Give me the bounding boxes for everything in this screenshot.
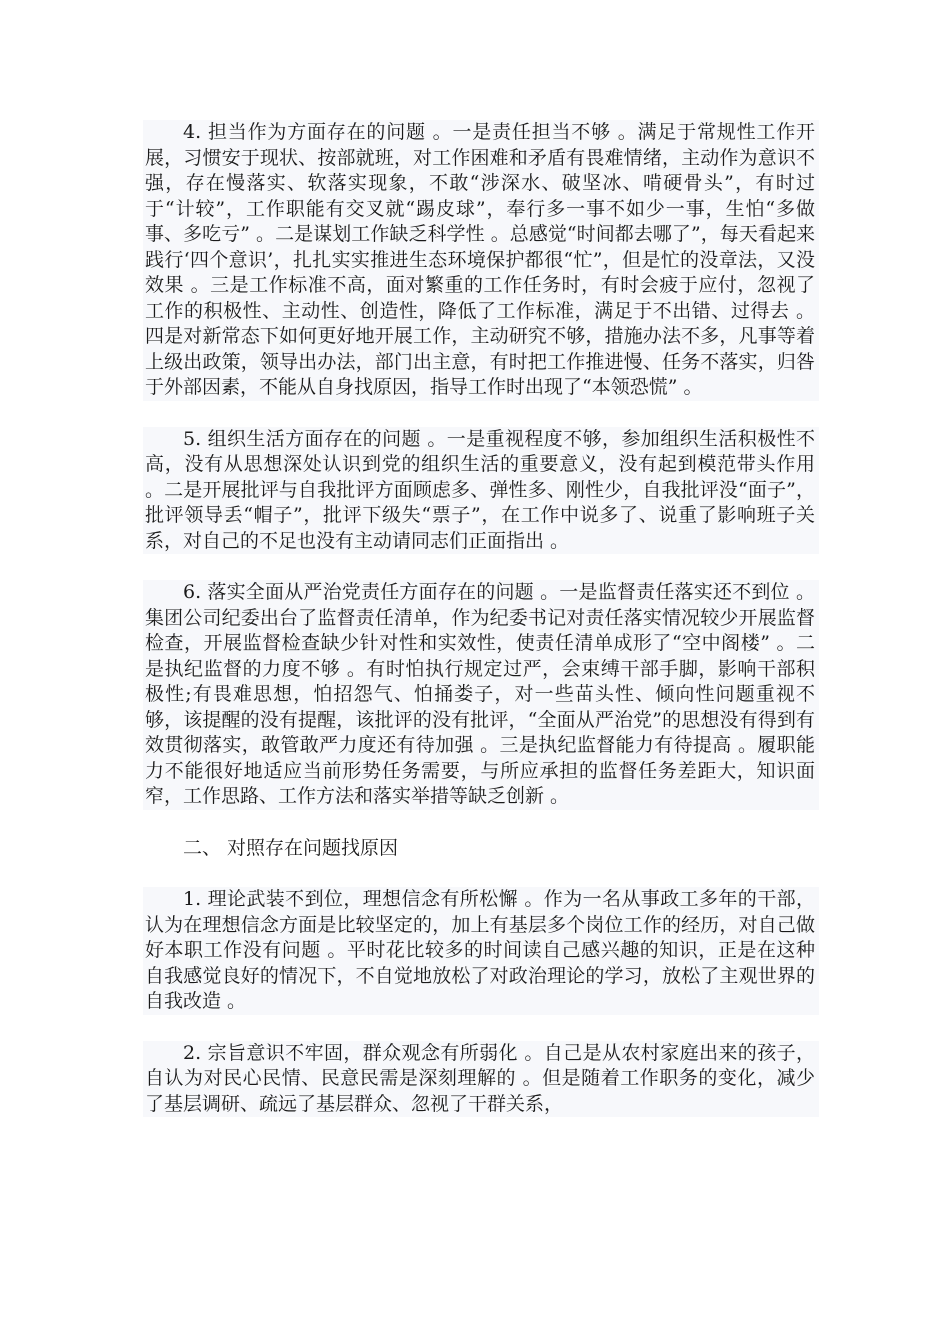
paragraph-organization-life: 5. 组织生活方面存在的问题 。一是重视程度不够，参加组织生活积极性不高，没有从思想深处认识到党的组织生活的重要意义，没有起到模范带头作用 。二是开展批评与自我批评方面顾虑多、弹性多、刚性少，自我批评没“面子”，批评领导丢“帽子”，批评下级失“票子”，在工作中说多了、说重了影响班子关系，对自己的不足也没有主动请同志们正面指出 。 (143, 427, 819, 555)
section-heading: 二、 对照存在问题找原因 (143, 836, 819, 862)
paragraph-responsibility: 4. 担当作为方面存在的问题 。一是责任担当不够 。满足于常规性工作开展，习惯安于现状、按部就班，对工作困难和矛盾有畏难情绪，主动作为意识不强，存在慢落实、软落实现象，不敢“涉深水、破坚冰、啃硬骨头”，有时过于“计较”，工作职能有交叉就“踢皮球”，奉行多一事不如少一事，生怕“多做事、多吃亏” 。二是谋划工作缺乏科学性 。总感觉“时间都去哪了”，每天看起来践行‘四个意识’，扎扎实实推进生态环境保护都很“忙”，但是忙的没章法，又没效果 。三是工作标准不高，面对繁重的工作任务时，有时会疲于应付，忽视了工作的积极性、主动性、创造性，降低了工作标准，满足于不出错、过得去 。四是对新常态下如何更好地开展工作，主动研究不够，措施办法不多，凡事等着上级出政策，领导出办法，部门出主意，有时把工作推进慢、任务不落实，归咎于外部因素，不能从自身找原因，指导工作时出现了“本领恐慌” 。 (143, 120, 819, 401)
paragraph-party-governance: 6. 落实全面从严治党责任方面存在的问题 。一是监督责任落实还不到位 。集团公司纪委出台了监督责任清单，作为纪委书记对责任落实情况较少开展监督检查，开展监督检查缺少针对性和实效性，使责任清单成形了“空中阁楼” 。二是执纪监督的力度不够 。有时怕执行规定过严，会束缚干部手脚，影响干部积极性;有畏难思想，怕招怨气、怕捅娄子，对一些苗头性、倾向性问题重视不够，该提醒的没有提醒，该批评的没有批评，“全面从严治党”的思想没有得到有效贯彻落实，敢管敢严力度还有待加强 。三是执纪监督能力有待提高 。履职能力不能很好地适应当前形势任务需要，与所应承担的监督任务差距大，知识面窄，工作思路、工作方法和落实举措等缺乏创新 。 (143, 580, 819, 810)
document-body (143, 120, 819, 1117)
paragraph-theory-cause: 1. 理论武装不到位，理想信念有所松懈 。作为一名从事政工多年的干部，认为在理想信念方面是比较坚定的，加上有基层多个岗位工作的经历，对自己做好本职工作没有问题 。平时花比较多的时间读自己感兴趣的知识，正是在这种自我感觉良好的情况下，不自觉地放松了对政治理论的学习，放松了主观世界的自我改造 。 (143, 887, 819, 1015)
paragraph-purpose-cause: 2. 宗旨意识不牢固，群众观念有所弱化 。自己是从农村家庭出来的孩子，自认为对民心民情、民意民需是深刻理解的 。但是随着工作职务的变化，减少了基层调研、疏远了基层群众、忽视了干群关系， (143, 1041, 819, 1118)
